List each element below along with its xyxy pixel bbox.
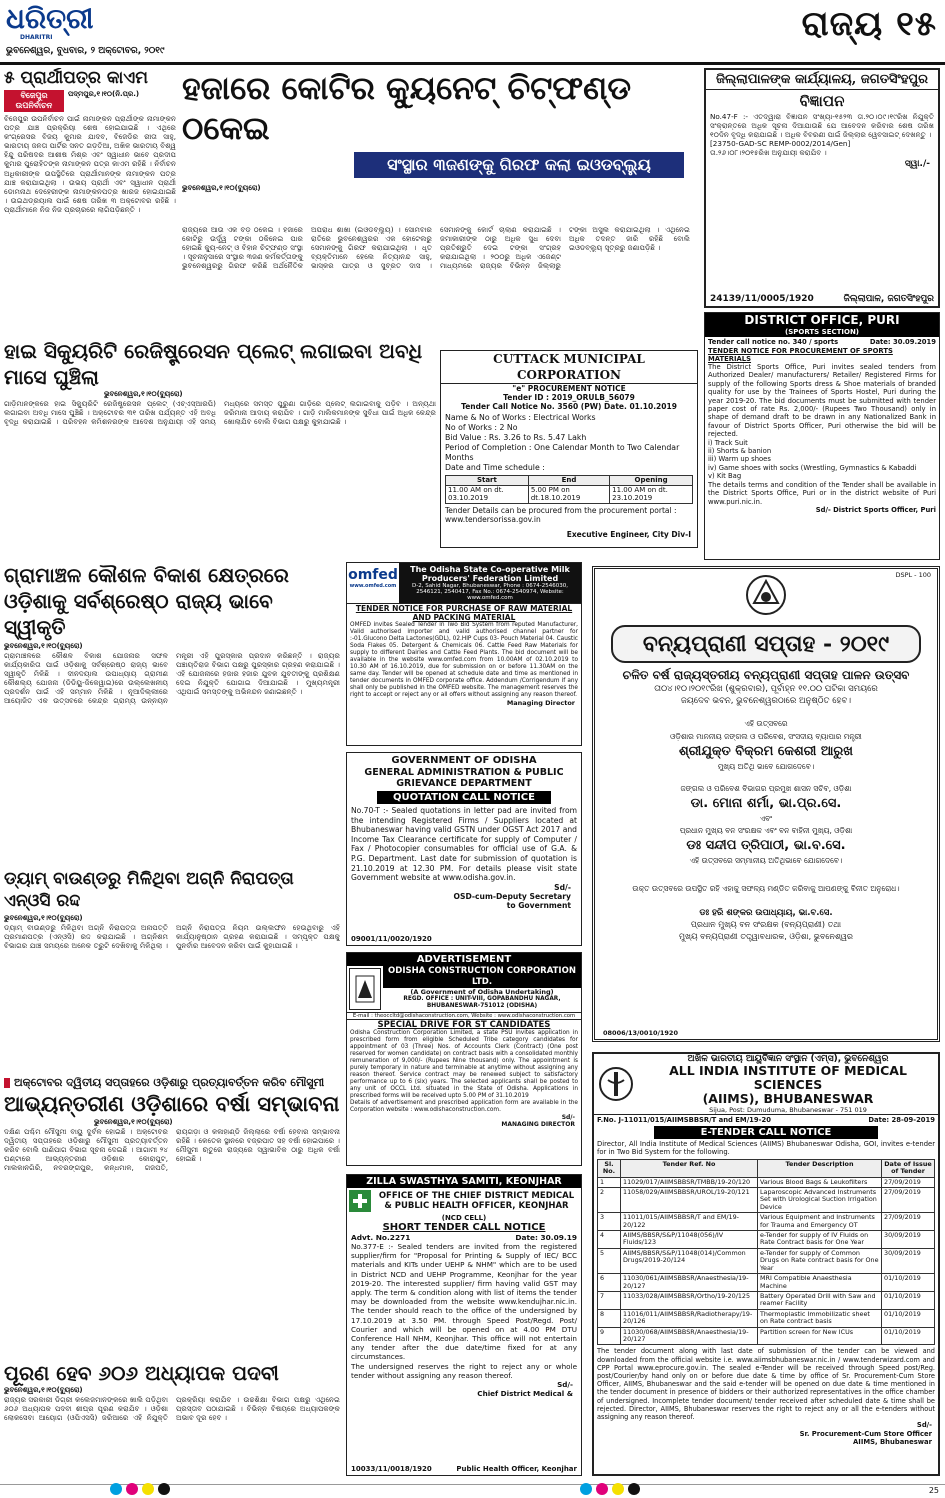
table-header: Tender Description [758, 1159, 882, 1177]
ad-line: ଓଡ଼ିଶାର ମାନନୀୟ ଜଙ୍ଗଲ ଓ ପରିବେଶ, ସଂସଦୀୟ ବ୍ୟାପାର ମନ୍ତ୍ରୀ [670, 732, 862, 741]
table-cell: 9 [598, 1327, 621, 1345]
story-body: ଡ୍ୟାମ୍ ବାଉଣ୍ଡରୁ ମିଳିଥିବା ଅଗ୍ନି ନିରାପତ୍ତା ଅନାପତ୍ତି ପ୍ରମାଣପତ୍ର (ଏନ୍‌ଓସି) ରଦ୍ଦ କରାଯାଇଛି । ଅଗ୍ନିଶମ ବିଭାଗର ଯାଞ୍ଚ ସମୟରେ ଅନେକ ତ୍ରୁଟି ଦେଖିବାକୁ ମିଳିଥିଲା । ଅଗ୍ନି ନିରାପତ୍ତା ନିୟମ ଉଲ୍ଲଙ୍ଘନ ହେଉଥିବାରୁ ଏହି କାର୍ଯ୍ୟାନୁଷ୍ଠାନ ଗ୍ରହଣ କରାଯାଇଛି । ସମ୍ପୃକ୍ତ ପକ୍ଷକୁ ପୁନର୍ବାର ଆବେଦନ କରିବା ପାଇଁ କୁହାଯାଇଛି । [4, 923, 340, 951]
ad-title: SHORT TENDER CALL NOTICE [382, 1222, 546, 1233]
red-bullet-icon [4, 1078, 10, 1088]
table-row [598, 1177, 935, 1187]
ad-title: CUTTACK MUNICIPAL CORPORATION [441, 351, 697, 384]
story-headline: ପୂରଣ ହେବ ୬୦୬ ଅଧ୍ୟାପକ ପଦବୀ [4, 1361, 279, 1385]
ad-date: Date: 30.09.2019 [869, 338, 936, 346]
ad-body: No.70-T :- Sealed quotations in letter pad are invited from the intending Registered Firms / Suppliers located at Bhubaneswar having valid GSTN under OGST Act 2017 and Income Tax Clearance certificate for supply of Computer / Fax / Photocopier consumables for official use of G.A. & P.G. Department. Last date for submission of quotation is 21.10.2019 at 12.30 PM. For details please visit state Government website at www.odisha.gov.in. [351, 806, 577, 883]
table-row [598, 1327, 935, 1345]
ad-title: ALL INDIA INSTITUTE OF MEDICAL SCIENCES [669, 1063, 907, 1092]
ad-puri-sports [704, 312, 940, 560]
story-dateline: ଭୁବନେଶ୍ୱର,୧।୧୦(ବ୍ୟୁରୋ) [4, 642, 83, 650]
ad-advt-no: Advt. No.2271 [351, 1233, 411, 1242]
omfed-logo: omfed [348, 567, 398, 583]
table-cell: 11033/028/AIIMSBBSR/Ortho/19-20/125 [621, 1291, 758, 1309]
ad-bar: ADVERTISEMENT [347, 953, 581, 966]
ad-title: DISTRICT OFFICE, PURI [705, 313, 939, 328]
ad-bar: QUOTATION CALL NOTICE [377, 791, 551, 804]
ad-title: ବନ୍ୟପ୍ରାଣୀ ସପ୍ତାହ - ୨୦୧୯ [611, 625, 921, 663]
ad-portal: Tender Details can be procured from the procurement portal : www.tendersorissa.gov.in [445, 506, 677, 525]
ad-guest: ଡା. ମୋନା ଶର୍ମା, ଭା.ପ୍ର.ସେ. [690, 796, 842, 811]
ad-period: Period of Completion : One Calendar Month to Two Calendar Months [445, 443, 680, 462]
story-body: ବିଜେପୁର ଉପନିର୍ବାଚନ ପାଇଁ ନାମାଙ୍କନ ପ୍ରାର୍ଥୀଙ୍କ ନାମାଙ୍କନ ପତ୍ର ଯାଞ୍ଚ ପ୍ରକ୍ରିୟା ଶେଷ ହୋଇଯାଇଛି । ଏଥିରେ କଂଗ୍ରେସର ବିଜୟ କୁମାର ଯାଦବ, ବିଜେଡିର ରୀତା ସାହୁ, ଭାରତୀୟ ଜନତା ପାର୍ଟିର ସନତ ଗଡ଼ତିଆ, ଅଖିଳ ଭାରତୀୟ ବିଶ୍ୱ ହିନ୍ଦୁ ପରିଷଦର ଆଶୀଷ ମିଶ୍ର ଏବଂ ସ୍ୱାଧୀନ ଭାବେ ପ୍ରଦୀପ କୁମାର ପୁରୋହିତଙ୍କ ନାମାଙ୍କନ ପତ୍ର କାଏମ ରହିଛି । ନିର୍ବାଚନ ଅଧିକାରୀଙ୍କ ଉପସ୍ଥିତିରେ ପ୍ରାର୍ଥୀମାନଙ୍କ ନାମାଙ୍କନ ପତ୍ର ଯାଞ୍ଚ କରାଯାଇଥିଲା । ଉଭୟ ପ୍ରାର୍ଥୀ ଏବଂ ସ୍ୱାଧୀନ ପ୍ରାର୍ଥୀ ଡୋମନାଥ ଦେହେରୀଙ୍କ ନାମାଙ୍କନପତ୍ର ଖାରଜ ହୋଇଯାଇଛି । ଉଇଥଡ୍ରୟାଲ ପାଇଁ ଶେଷ ତାରିଖ ୩ ଅକ୍ଟୋବର ରହିଛି । ପ୍ରାର୍ଥୀମାନେ ନିଜ ନିଜ ପ୍ରଚାରରେ ଲାଗିପଡ଼ିଛନ୍ତି । [4, 114, 176, 214]
ad-title: TENDER NOTICE FOR PURCHASE OF RAW MATERIAL AND PACKING MATERIAL [355, 604, 573, 622]
ad-line: ଏବଂ [759, 814, 773, 823]
ad-footer-no: 24139/11/0005/1920 [710, 294, 814, 304]
ad-code: 10033/11/0018/1920 [351, 1465, 432, 1473]
page-number: 25 [928, 1486, 939, 1495]
table-cell: 01/10/2019 [882, 1309, 935, 1327]
table-header: Sl. No. [598, 1159, 621, 1177]
ad-ref: No.47-F :- [710, 112, 748, 121]
story-body: ଗ୍ରାମାଞ୍ଚଳରେ କୌଶଳ ବିକାଶ ଯୋଜନାର ସଫଳ କାର୍ଯ୍ୟକାରିତା ପାଇଁ ଓଡ଼ିଶାକୁ ସର୍ବଶ୍ରେଷ୍ଠ ରାଜ୍ୟ ଭାବେ ସ୍ୱୀକୃତି ମିଳିଛି । ଦୀନଦୟାଲ ଉପାଧ୍ୟାୟ ଗ୍ରାମୀଣ କୌଶଲ୍ୟ ଯୋଜନା (ଡିଡିୟୁ-ଜିକେୱାଇ)ରେ ଉଲ୍ଲେଖନୀୟ ପ୍ରଦର୍ଶନ ପାଇଁ ଏହି ସମ୍ମାନ ମିଳିଛି । ନୂଆଦିଲ୍ଲୀରେ ଆୟୋଜିତ ଏକ ଉତ୍ସବରେ କେନ୍ଦ୍ର ଗ୍ରାମ୍ୟ ଉନ୍ନୟନ ମନ୍ତ୍ରୀ ଏହି ପୁରସ୍କାର ପ୍ରଦାନ କରିଛନ୍ତି । ରାଜ୍ୟର ପଞ୍ଚାୟତିରାଜ ବିଭାଗ ପକ୍ଷରୁ ପୁରସ୍କାର ଗ୍ରହଣ କରାଯାଇଛି । ଏହି ଯୋଜନାରେ ହଜାର ହଜାର ଯୁବକ ଯୁବତୀଙ୍କୁ ପ୍ରଶିକ୍ଷଣ ଦେଇ ନିଯୁକ୍ତି ଯୋଗାଇ ଦିଆଯାଇଛି । ମୁଖ୍ୟମନ୍ତ୍ରୀ ଏଥିପାଇଁ ସମସ୍ତଙ୍କୁ ଅଭିନନ୍ଦନ ଜଣାଇଛନ୍ତି । [4, 651, 340, 706]
ad-fno: F.No. J-11011/015/AIIMSBBSR/T and EM/19-20 [597, 1116, 771, 1124]
table-row [598, 1309, 935, 1327]
story-subhead: ସଂସ୍ଥାର ୩ଜଣଙ୍କୁ ଗିରଫ କଲା ଇଓଡବ୍ଲ୍ୟୁ [354, 152, 684, 178]
ad-intro: Director, All India Institute of Medical Sciences (AIIMS) Bhubaneswar Odisha, GOI, invites e-tender for in Two Bid System for the following. [597, 1140, 935, 1157]
odisha-emblem-icon [595, 573, 937, 617]
table-cell: 11.00 AM on dt. 23.10.2019 [610, 486, 693, 504]
ad-sign: Managing Director [506, 699, 575, 707]
story-headline: ହାଇ ସିକ୍ୟୁରିଟି ରେଜିଷ୍ଟ୍ରେସନ ପ୍ଲେଟ୍ ଲଗାଇବା ଅବଧି ମାସେ ଘୁଞ୍ଚିଲା [4, 339, 423, 389]
table-cell: 2 [598, 1188, 621, 1213]
ad-body: OMFED invites Sealed Tender in Two Bid System from reputed Manufacturer, Valid authorised importer and valid authorised channel partner for :-01.Glucono Delta Lactones(GDL), 02.HIP Cups 03- Pouch Material 04. Caustic Soda Flakes 05. Detergent & Chemicals 06. Cattle Feed Raw Materials for supply to different Dairies and Cattle Feed Plants. The bid document will be available in the website www.omfed.com from 10.00AM of 02.10.2019 to 10.30 AM of 16.10.2019, due for submission on or before 11.30AM on the same day. Tender will be opened at schedule date and time as mentioned in tender documents in OMFED corporate office. Addendum /Corrigendum if any shall only be published in the OMFED website. The management reserves the right to accept or reject any or all offers without assigning any reason thereof. [350, 622, 578, 698]
ad-bar: E-TENDER CALL NOTICE [654, 1126, 878, 1139]
ad-title: ଜିଲ୍ଲାପାଳଙ୍କ କାର୍ଯ୍ୟାଳୟ, ଜଗତସିଂହପୁର [706, 70, 938, 90]
table-row [598, 1291, 935, 1309]
ad-item: iii) Warm up shoes [708, 455, 771, 464]
story-chitfund [182, 68, 690, 330]
story-body: ଗାଡ଼ିମାନଙ୍କରେ ହାଇ ସିକ୍ୟୁରିଟି ରେଜିଷ୍ଟ୍ରେସନ ପ୍ଲେଟ୍ (ଏଚ୍‌ଏସ୍‌ଆରପି) ଲଗାଇବା ଅବଧି ମାସେ ଘୁଞ୍ଚିଛି । ଅକ୍ଟୋବର ୩୧ ତାରିଖ ପର୍ଯ୍ୟନ୍ତ ଏହି ଅବଧି ବୃଦ୍ଧି କରାଯାଇଛି । ପରିବହନ କମିଶନରଙ୍କ ଆଦେଶ ଅନୁଯାୟୀ ଏହି ସମୟ ମଧ୍ୟରେ ସମସ୍ତ ପୁରୁଣା ଗାଡ଼ିରେ ପ୍ଲେଟ୍ ଲଗାଇବାକୁ ପଡ଼ିବ । ଅନ୍ୟଥା ଜରିମାନା ଆଦାୟ କରାଯିବ । ଗାଡ଼ି ମାଲିକମାନଙ୍କ ସୁବିଧା ପାଇଁ ଅଧିକ କେନ୍ଦ୍ର ଖୋଲାଯିବ ବୋଲି ବିଭାଗ ପକ୍ଷରୁ କୁହାଯାଇଛି । [4, 399, 436, 427]
table-header: Start [446, 476, 529, 486]
table-cell: MRI Compatible Anaesthesia Machine [758, 1274, 882, 1292]
table-cell: 11.00 AM on dt. 03.10.2019 [446, 486, 529, 504]
ad-org: ODISHA CONSTRUCTION CORPORATION LTD. [383, 966, 581, 988]
ad-line: ଏହି ଉତ୍ସବରେ ସମ୍ମାନୀୟ ଅତିଥିଭାବେ ଯୋଗଦେବେ। [689, 856, 843, 865]
tender-table [597, 1159, 935, 1346]
ad-subtitle: GENERAL ADMINISTRATION & PUBLIC GRIEVANCE DEPARTMENT [364, 767, 564, 789]
ad-odia-title: ଅଖିଳ ଭାରତୀୟ ଆୟୁର୍ବିଜ୍ଞାନ ସଂସ୍ଥାନ (ଏମ୍ସ), ଭୁବନେଶ୍ୱର [687, 1054, 889, 1064]
ad-jagatsinghpur [704, 68, 940, 308]
ad-body: Odisha Construction Corporation Limited, a state PSU invites application in prescribed form from eligible Scheduled Tribe category candidates for appointment of 03 (Three) Nos. of Accounts Clerk (Contract) (One post reserved for women candidate) on contract basis with a consolidated monthly remuneration of 9,000/- (Rupees Nine thousand) only. The appointment is purely temporary in nature and terminable at anytime without assigning any reason thereof. Service contract may be renewed subject to satisfactory performance up to 6 (six) years. The selected applicants shall be posted to any unit of OCCL Ltd. situated in the State of Odisha. Applications in prescribed forms will be received upto 5.00 PM of 31.10.2019 [350, 1030, 578, 1099]
ad-email: E-mail : theoccltd@odishaconstruction.com, Website : www.odishaconstruction.com [347, 1012, 581, 1020]
story-headline: ହଜାରେ କୋଟିର କ୍ୟୁନେଟ୍ ଚିଟ୍‌ଫଣ୍ଡ ଠକେଇ [182, 69, 632, 147]
table-row [598, 1274, 935, 1292]
ad-line: ଚଳିତ ବର୍ଷ ରାଜ୍ୟସ୍ତରୀୟ ବନ୍ୟପ୍ରାଣୀ ସପ୍ତାହ ପାଳନ ଉତ୍ସବ [622, 668, 910, 682]
ad-sd: ସ୍ୱା./- [904, 159, 930, 170]
ad-sign: ପ୍ରଧାନ ମୁଖ୍ୟ ବନ ସଂରକ୍ଷକ (ବନ୍ୟପ୍ରାଣୀ) ତଥା [690, 920, 842, 929]
ad-org: The Odisha State Co-operative Milk Producers' Federation Limited [410, 565, 570, 583]
table-cell: Battery Operated Drill with Saw and reamer Facility [758, 1291, 882, 1309]
ad-sub: (A Government of Odisha Undertaking) [410, 988, 554, 996]
ad-body-2: The undersigned reserves the right to reject any or whole tender without assigning any reason thereof. [351, 1361, 577, 1380]
table-cell: e-Tender for supply of Common Drugs on Rate contract basis for One Year [758, 1248, 882, 1273]
ad-sign: OSD-cum-Deputy Secretary [453, 891, 571, 901]
table-cell: 5 [598, 1248, 621, 1273]
table-header: Tender Ref. No [621, 1159, 758, 1177]
table-cell: 11030/061/AIIMSBBSR/Anaesthesia/19-20/127 [621, 1274, 758, 1292]
table-cell: Various Equipment and Instruments for Trauma and Emergency OT [758, 1213, 882, 1231]
ad-subtitle: (SPORTS SECTION) [705, 328, 939, 337]
table-header: Opening [610, 476, 693, 486]
footer-rule [0, 1484, 945, 1485]
ad-date: Date: 28-09-2019 [868, 1116, 935, 1124]
ad-aiims [592, 1052, 940, 1476]
table-cell: 8 [598, 1309, 621, 1327]
story-dateline: ଭୁବନେଶ୍ୱର,୧।୧୦(ବ୍ୟୁରୋ) [4, 1386, 83, 1394]
ad-sign: ଡଃ ହରି ଶଙ୍କର ଉପାଧ୍ୟାୟ, ଭା.ବ.ସେ. [699, 908, 833, 918]
ad-sign: ମୁଖ୍ୟ ବନ୍ୟପ୍ରାଣୀ ତତ୍ତ୍ୱାବଧାରକ, ଓଡ଼ିଶା, ଭୁବନେଶ୍ୱର [678, 932, 854, 941]
ad-code: 09001/11/0020/1920 [351, 935, 432, 943]
ad-chief-guest: ଶ୍ରୀଯୁକ୍ତ ବିକ୍ରମ କେଶରୀ ଆରୁଖ [678, 744, 853, 759]
black-mark-icon [158, 1483, 170, 1495]
table-cell: 4 [598, 1231, 621, 1249]
ad-sign: MANAGING DIRECTOR [501, 1121, 575, 1128]
ad-footer: The tender document along with last date of submission of the tender can be viewed and downloaded from the official website i.e. www.aiimsbhubaneswar.nic.in / www.tenderwizard.com and CPP Portal www.eprocure.gov.in. The sealed e-Tender will be received through Speed post/Reg. post/Courier/by hand only on or before due date & time by office of Sr. Procurement-Cum Store Officer, AIIMS, Bhubaneswar and the said e-tender will be opened on due date & time mentioned in the tender document in presence of bidders or their authorized representatives in the office chamber of undersigned. Incomplete tender document/ tender received after scheduled date & time shall be rejected. Director, AIIMS, Bhubaneswar reserves the right to reject any or all the e-tenders without assigning any reason thereof. [597, 1347, 935, 1421]
ad-heading: TENDER NOTICE FOR PROCUREMENT OF SPORTS MATERIALS [708, 347, 893, 363]
ad-subtitle: ବିଜ୍ଞାପନ [799, 92, 845, 110]
story-headline: ଆଭ୍ୟନ୍ତରୀଣ ଓଡ଼ିଶାରେ ବର୍ଷା ସମ୍ଭାବନା [4, 1091, 340, 1116]
story-rain [4, 1076, 340, 1356]
ad-code: [23750-GAD-SC REMP-0002/2014/Gen] [710, 139, 851, 149]
ad-work-name: Name & No of Works : Electrical Works [445, 413, 596, 422]
section-title: ରାଜ୍ୟ ୧୫ [801, 4, 937, 44]
masthead-rule [0, 62, 945, 65]
story-dateline: ପଦ୍ମପୁର,୧।୧୦(ନି.ପ୍ର.) [68, 90, 140, 98]
ad-sd: Sd/- [554, 882, 571, 892]
table-cell: 11016/011/AIIMSBBSR/Radiotherapy/19-20/126 [621, 1309, 758, 1327]
table-cell: 01/10/2019 [882, 1327, 935, 1345]
ad-sub: (NCD CELL) [441, 1214, 487, 1222]
ad-sd: Sd/- [557, 1380, 573, 1390]
story-dateline: ଭୁବନେଶ୍ୱର,୧।୧୦(ବ୍ୟୁରୋ) [182, 184, 261, 192]
magenta-mark-icon [596, 1483, 608, 1495]
newspaper-logo: ଧରିତ୍ରୀ DHARITRI [6, 2, 94, 41]
table-cell: AIIMS/BBSR/S&P/11048(056)/IV Fluids/123 [621, 1231, 758, 1249]
aiims-logo-icon [594, 1058, 638, 1110]
story-dateline: ଭୁବନେଶ୍ୱର,୧।୧୦(ବ୍ୟୁରୋ) [104, 390, 183, 398]
ad-item: i) Track Suit [708, 438, 748, 447]
ad-details: Details of advertisement and prescribed application form are available in the Corporation website : www.odishaconstruction.com. [350, 1100, 578, 1113]
magenta-mark-icon [126, 1483, 138, 1495]
table-row [598, 1213, 935, 1231]
story-headline: ଓଡ଼ିଶାକୁ ସର୍ବଶ୍ରେଷ୍ଠ ରାଜ୍ୟ ଭାବେ ସ୍ୱୀକୃତି [4, 589, 273, 639]
table-cell: 30/09/2019 [882, 1231, 935, 1249]
table-cell: 27/09/2019 [882, 1213, 935, 1231]
ad-bid: Bid Value : Rs. 3.26 to Rs. 5.47 Lakh [445, 433, 587, 442]
table-cell: 11011/015/AIIMSBBSR/T and EM/19-20/122 [621, 1213, 758, 1231]
ad-body: The District Sports Office, Puri invites sealed tenders from Authorized Dealer/ manufacturers/ Retailer/ Registered Firms for supply of the following Sports dress & Shoe materials of branded quality for use by the Trainees of Sports Hostel, Puri during the year 2019-20. The bid documents must be submitted with tender paper cost of rate Rs. 2,000/- (Rupees Two Thousand) only in shape of demand draft to be drawn in any Nationalized Bank in favour of District Sports Officer, Puri otherwise the bid will be rejected. [708, 363, 936, 439]
story-body: ରାଜ୍ୟର ସରକାରୀ ଡିଗ୍ରୀ କଲେଜମାନଙ୍କରେ ଖାଲି ପଡ଼ିଥିବା ୬୦୬ ଅଧ୍ୟାପକ ପଦବୀ ଶୀଘ୍ର ପୂରଣ କରାଯିବ । ଓଡ଼ିଶା ଲୋକସେବା ଆୟୋଗ (ଓପିଏସସି) ଜରିଆରେ ଏହି ନିଯୁକ୍ତି ପ୍ରକ୍ରିୟା କରାଯିବ । ଉଚ୍ଚଶିକ୍ଷା ବିଭାଗ ପକ୍ଷରୁ ଏଥିନେଇ ପ୍ରସ୍ତାବ ପଠାଯାଇଛି । ବିଭିନ୍ନ ବିଷୟରେ ଅଧ୍ୟାପକଙ୍କ ଅଭାବ ଦୂର ହେବ । [4, 1395, 340, 1423]
table-cell: 01/10/2019 [882, 1291, 935, 1309]
story-skill-award [4, 562, 340, 862]
ad-date: ତା.୨୬।୦୮।୨୦୧୫ରିଖ ଅନୁଯାୟୀ କରାଯିବ । [710, 148, 827, 158]
table-cell: Partition screen for New ICUs [758, 1327, 882, 1345]
black-mark-icon [628, 1483, 640, 1495]
yellow-mark-icon [142, 1483, 154, 1495]
masthead-dateline: ଭୁବନେଶ୍ୱର, ବୁଧବାର, ୨ ଅକ୍ଟୋବର, ୨୦୧୯ [6, 46, 165, 56]
ad-item: ii) Shorts & banion [708, 447, 772, 456]
table-cell: 11029/017/AIIMSBBSR/TMBB/19-20/120 [621, 1177, 758, 1187]
ad-guest: ଡଃ ସନ୍ଦୀପ ତ୍ରିପାଠୀ, ଭା.ବ.ସେ. [686, 838, 846, 853]
table-header: End [528, 476, 609, 486]
ad-item: iv) Game shoes with socks (Wrestling, Gymnastics & Kabaddi [708, 463, 917, 472]
ad-line: ଉକ୍ତ ଉତ୍ସବରେ ଉପସ୍ଥିତ ରହି ଏହାକୁ ସଫଳ୍ୟ ମଣ୍ଡିତ କରିବାକୁ ଆପଣଙ୍କୁ ବିନୀତ ଅନୁରୋଧ। [632, 884, 900, 893]
table-cell: 11030/068/AIIMSBBSR/Anaesthesia/19-20/127 [621, 1327, 758, 1345]
ad-org: OFFICE OF THE CHIEF DISTRICT MEDICAL & PUBLIC HEALTH OFFICER, KEONJHAR [378, 1191, 575, 1211]
table-cell: 7 [598, 1291, 621, 1309]
table-cell: Various Blood Bags & Leukofilters [758, 1177, 882, 1187]
ad-footer-text: The details terms and condition of the Tender shall be available in the District Sports Office, Puri or in the district website of Puri www.puri.nic.in. [708, 480, 936, 506]
story-hsrp [4, 338, 436, 558]
ad-line: ଜୟଦେବ ଭବନ, ଭୁବନେଶ୍ୱରଠାରେ ଅନୁଷ୍ଠିତ ହେବ। [680, 696, 852, 706]
medical-cross-icon [349, 1190, 371, 1212]
story-fire-noc [4, 868, 340, 1068]
ad-sign: Sd/- District Sports Officer, Puri [815, 505, 936, 514]
ad-sign: Executive Engineer, City Div-I [566, 530, 691, 540]
ad-footer-sign: ଜିଲ୍ଲାପାଳ, ଜଗତସିଂହପୁର [843, 294, 934, 304]
table-cell: 1 [598, 1177, 621, 1187]
ad-wildlife-week [592, 566, 940, 1042]
ad-body: ଏତଦ୍ୱାରା ବିଜ୍ଞାପନ ସଂଖ୍ୟା-୧୫୨୩ ତା.୨୦।୦୯।୧୯ରିଖ ନିଯୁକ୍ତି ସଂକ୍ରାନ୍ତରେ ଅଧିକ ସୂଚନା ଦିଆଯାଉଛି ଯେ ଆବେଦନ କରିବାର ଶେଷ ତାରିଖ ୧୦ଦିନ ବୃଦ୍ଧି କରାଯାଇଛି । ଅଧିକ ବିବରଣୀ ପାଇଁ ଜିଲ୍ଲାର ୱେବସାଇଟ୍ ଦେଖନ୍ତୁ । [710, 112, 934, 140]
occl-emblem-icon [349, 968, 381, 1010]
ad-keonjhar [346, 1174, 582, 1476]
ad-address: Sijua, Post: Dumuduma, Bhubaneswar - 751 019 [709, 1106, 867, 1114]
ad-notice-no: Tender call notice no. 340 / sports [708, 338, 839, 346]
ad-sign: Public Health Officer, Keonjhar [456, 1465, 577, 1473]
ad-line: Tender ID : 2019_ORULB_56079 [503, 393, 635, 402]
table-cell: 3 [598, 1213, 621, 1231]
ad-body: No.377-E :- Sealed tenders are invited from the registered supplier/firm for "Proposal for Printing & Supply of IEC/ BCC materials and KITs under UEHP & NHM" which are to be used in District NCD and UEHP Programme, Keonjhar for the year 2019-20. The interested supplier/ firm having valid GST may apply. The term & condition along with list of items the tender may be downloaded from the website www.kendujhar.nic.in. The tender should reach to the office of the undersigned by 17.10.2019 at 3.50 PM. through Speed Post/Regd. Post/ Courier and which will be opened on at 4.00 PM DTU Conference Hall NHM, Keonjhar. This office will not entertain any tender after the due date/time fixed for at any circumstances. [351, 1242, 577, 1362]
ad-sign: Chief District Medical & [477, 1389, 573, 1399]
table-cell: 11058/029/AIIMSBBSR/UROL/19-20/121 [621, 1188, 758, 1213]
ad-ga-quotation [346, 752, 582, 946]
table-header: Date of Issue of Tender [882, 1159, 935, 1177]
story-dateline: ଭୁବନେଶ୍ୱର,୧।୧୦(ବ୍ୟୁରୋ) [4, 914, 83, 922]
story-headline: ଡ୍ୟାମ୍ ବାଉଣ୍ଡରୁ ମିଳିଥିବା ଅଗ୍ନି ନିରାପତ୍ତା ଏନ୍‌ଓସି ରଦ୍ଦ [4, 869, 294, 911]
ad-title: GOVERNMENT OF ODISHA [391, 755, 537, 766]
table-cell: AIIMS/BBSR/S&P/11048(014)/Common Drugs/2019-20/124 [621, 1248, 758, 1273]
table-cell: 5.00 PM on dt.18.10.2019 [528, 486, 609, 504]
ad-sign: Sr. Procurement-Cum Store Officer [799, 1429, 932, 1438]
ad-line: ମୁଖ୍ୟ ଅତିଥି ଭାବେ ଯୋଗଦେବେ। [717, 762, 815, 771]
ad-schedule: Date and Time schedule : [445, 463, 545, 472]
ad-title: SPECIAL DRIVE FOR ST CANDIDATES [377, 1020, 551, 1030]
ad-sd: Sd/- [561, 1114, 575, 1121]
ad-address: D-2, Sahid Nagar, Bhubaneswar, Phone : 0674-2546030, 2546121, 2540417, Fax No.: 0674-2540974, Website: www.omfed.com [411, 583, 568, 601]
ad-line: Tender Call Notice No. 3560 (PW) Date. 01.10.2019 [461, 402, 677, 411]
ad-cuttack-municipal [440, 350, 698, 548]
ad-subtitle: (AIIMS), BHUBANESWAR [702, 1091, 874, 1106]
omfed-web: www.omfed.com [349, 583, 397, 589]
cyan-mark-icon [110, 1483, 122, 1495]
ad-address: REGD. OFFICE : UNIT-VIII, GOPABANDHU NAGAR, BHUBANESWAR-751012 (ODISHA) [403, 996, 561, 1009]
story-body: ଦକ୍ଷିଣ ପଶ୍ଚିମ ମୌସୁମୀ ବାୟୁ ଦୁର୍ବଳ ହୋଇଛି । ଅକ୍ଟୋବର ଦ୍ୱିତୀୟ ସପ୍ତାହରେ ଓଡ଼ିଶାରୁ ମୌସୁମୀ ପ୍ରତ୍ୟାବର୍ତ୍ତନ କରିବ ବୋଲି ପାଣିପାଗ ବିଭାଗ ସୂଚନା ଦେଇଛି । ଆଗାମୀ ୨୪ ଘଣ୍ଟାରେ ଆଭ୍ୟନ୍ତରୀଣ ଓଡ଼ିଶାର କୋରାପୁଟ, ମାଲକାନଗିରି, ନବରଙ୍ଗପୁର, କନ୍ଧମାଳ, ଗଜପତି, ରାୟଗଡ଼ା ଓ କଳାହାଣ୍ଡି ଜିଲ୍ଲାରେ ବର୍ଷା ହେବାର ସମ୍ଭାବନା ରହିଛି । କେତେକ ସ୍ଥାନରେ ବଜ୍ରପାତ ସହ ବର୍ଷା ହୋଇପାରେ । ମୌସୁମୀ ଋତୁରେ ରାଜ୍ୟରେ ସ୍ୱାଭାବିକ ଠାରୁ ଅଧିକ ବର୍ଷା ହୋଇଛି । [4, 1127, 340, 1173]
table-cell: Laparoscopic Advanced Instruments Set with Urological Suction Irrigation Device [758, 1188, 882, 1213]
ad-sign: AIIMS, Bhubaneswar [853, 1438, 932, 1447]
ad-work-no: No of Works : 2 No [445, 423, 518, 432]
story-kicker: ଅକ୍ଟୋବର ଦ୍ୱିତୀୟ ସପ୍ତାହରେ ଓଡ଼ିଶାରୁ ପ୍ରତ୍ୟାବର୍ତ୍ତନ କରିବ ମୌସୁମୀ [14, 1076, 325, 1089]
story-headline: ୫ ପ୍ରାର୍ଥୀପତ୍ର କାଏମ [4, 68, 148, 88]
table-cell: 01/10/2019 [882, 1274, 935, 1292]
table-row [598, 1248, 935, 1273]
table-cell: 27/09/2019 [882, 1188, 935, 1213]
story-body: ରାଜ୍ୟରେ ଆଉ ଏକ ବଡ଼ ଠକେଇ । ହଜାରେ କୋଟିରୁ ଉର୍ଦ୍ଧ୍ୱ ଟଙ୍କା ଠକିନେଇ ପାର ହୋଇଛି କ୍ୟୁ-ନେଟ୍ ଓ ବିହାନ ଚିଟ୍‌ଫଣ୍ଡ ସଂସ୍ଥା । ସୂଚନାନୁସାରେ ସଂସ୍ଥାର ୩ଜଣ କର୍ମକର୍ତ୍ତାଙ୍କୁ ଭୁବନେଶ୍ୱରରୁ ଗିରଫ କରିଛି ଅର୍ଥନୈତିକ ଅପରାଧ ଶାଖା (ଇଓଡବ୍ଲ୍ୟୁ) । ସୋମବାର ରାତିରେ ଭୁବନେଶ୍ୱରର ଏକ ହୋଟେଲରୁ ସେମାନଙ୍କୁ ଗିରଫ କରାଯାଇଥିଲା । ଧୃତ ବ୍ୟକ୍ତିମାନେ ହେଲେ ନିତ୍ୟାନନ୍ଦ ସାହୁ, ଭାସ୍କର ପାତ୍ର ଓ ସୁବ୍ରତ ଦାସ । ସେମାନଙ୍କୁ କୋର୍ଟ ଚାଲାଣ କରାଯାଇଛି । ଜମାକାରୀଙ୍କ ଠାରୁ ଅଧିକ ସୁଧ ଦେବା ପ୍ରତିଶ୍ରୁତି ଦେଇ ଟଙ୍କା ସଂଗ୍ରହ କରାଯାଇଥିଲା । ୨୦୦ରୁ ଅଧିକ ଏଜେଣ୍ଟ ମାଧ୍ୟମରେ ରାଜ୍ୟର ବିଭିନ୍ନ ଜିଲ୍ଲାରୁ ଟଙ୍କା ଅସୁଲ କରାଯାଇଥିଲା । ଏଥିନେଇ ଅଧିକ ତଦନ୍ତ ଜାରି ରହିଛି ବୋଲି ଇଓଡବ୍ଲ୍ୟୁ ସୂତ୍ରରୁ ଜଣାପଡ଼ିଛି । [182, 225, 690, 271]
table-row [598, 1188, 935, 1213]
ad-code: DSPL - 100 [895, 571, 931, 579]
ad-sd: Sd/- [916, 1421, 932, 1430]
ad-line: ଏହି ଉତ୍ସବରେ [744, 719, 788, 728]
cyan-mark-icon [580, 1483, 592, 1495]
ad-occl [346, 952, 582, 1166]
table-row [598, 1231, 935, 1249]
ad-date: Date: 30.09.19 [515, 1233, 577, 1242]
ad-line: ପ୍ରଧାନ ମୁଖ୍ୟ ବନ ସଂରକ୍ଷକ ଏବଂ ବନ ବାହିନୀ ମୁଖ୍ୟ, ଓଡ଼ିଶା [679, 826, 853, 835]
table-cell: Thermoplastic Immobilizatic sheet on Rate contract basis [758, 1309, 882, 1327]
ad-bottom-code: 08006/13/0010/1920 [603, 1029, 678, 1037]
table-cell: 6 [598, 1274, 621, 1292]
table-cell: 27/09/2019 [882, 1177, 935, 1187]
ad-line: "e" PROCUREMENT NOTICE [512, 384, 626, 393]
ad-line: ତା୦୪।୧୦।୨୦୧୯ରିଖ (ଶୁକ୍ରବାର), ପୂର୍ବାହ୍ନ ୧୧.୦୦ ଘଟିକା ସମୟରେ [654, 684, 878, 694]
story-nomination [4, 68, 176, 330]
story-tag: ବିଜେପୁର ଉପନିର୍ବାଚନ [4, 90, 64, 112]
table-cell: 30/09/2019 [882, 1248, 935, 1273]
ad-sign: to Government [506, 900, 571, 910]
table-cell: e-Tender for supply of IV Fluids on Rate Contract basis for One Year [758, 1231, 882, 1249]
ad-item: v) Kit Bag [708, 472, 742, 481]
yellow-mark-icon [612, 1483, 624, 1495]
story-headline: ଗ୍ରାମାଞ୍ଚଳ କୌଶଳ ବିକାଶ କ୍ଷେତ୍ରରେ [4, 563, 289, 587]
ad-omfed [346, 562, 582, 746]
story-dateline: ଭୁବନେଶ୍ୱର,୧।୧୦(ବ୍ୟୁରୋ) [94, 1118, 173, 1126]
ad-line: ଜଙ୍ଗଲ ଓ ପରିବେଶ ବିଭାଗର ପ୍ରମୁଖ ଶାସନ ସଚିବ, ଓଡ଼ିଶା [680, 784, 852, 793]
ad-bar: ZILLA SWASTHYA SAMITI, KEONJHAR [347, 1175, 581, 1188]
story-lecturer-posts [4, 1360, 340, 1476]
